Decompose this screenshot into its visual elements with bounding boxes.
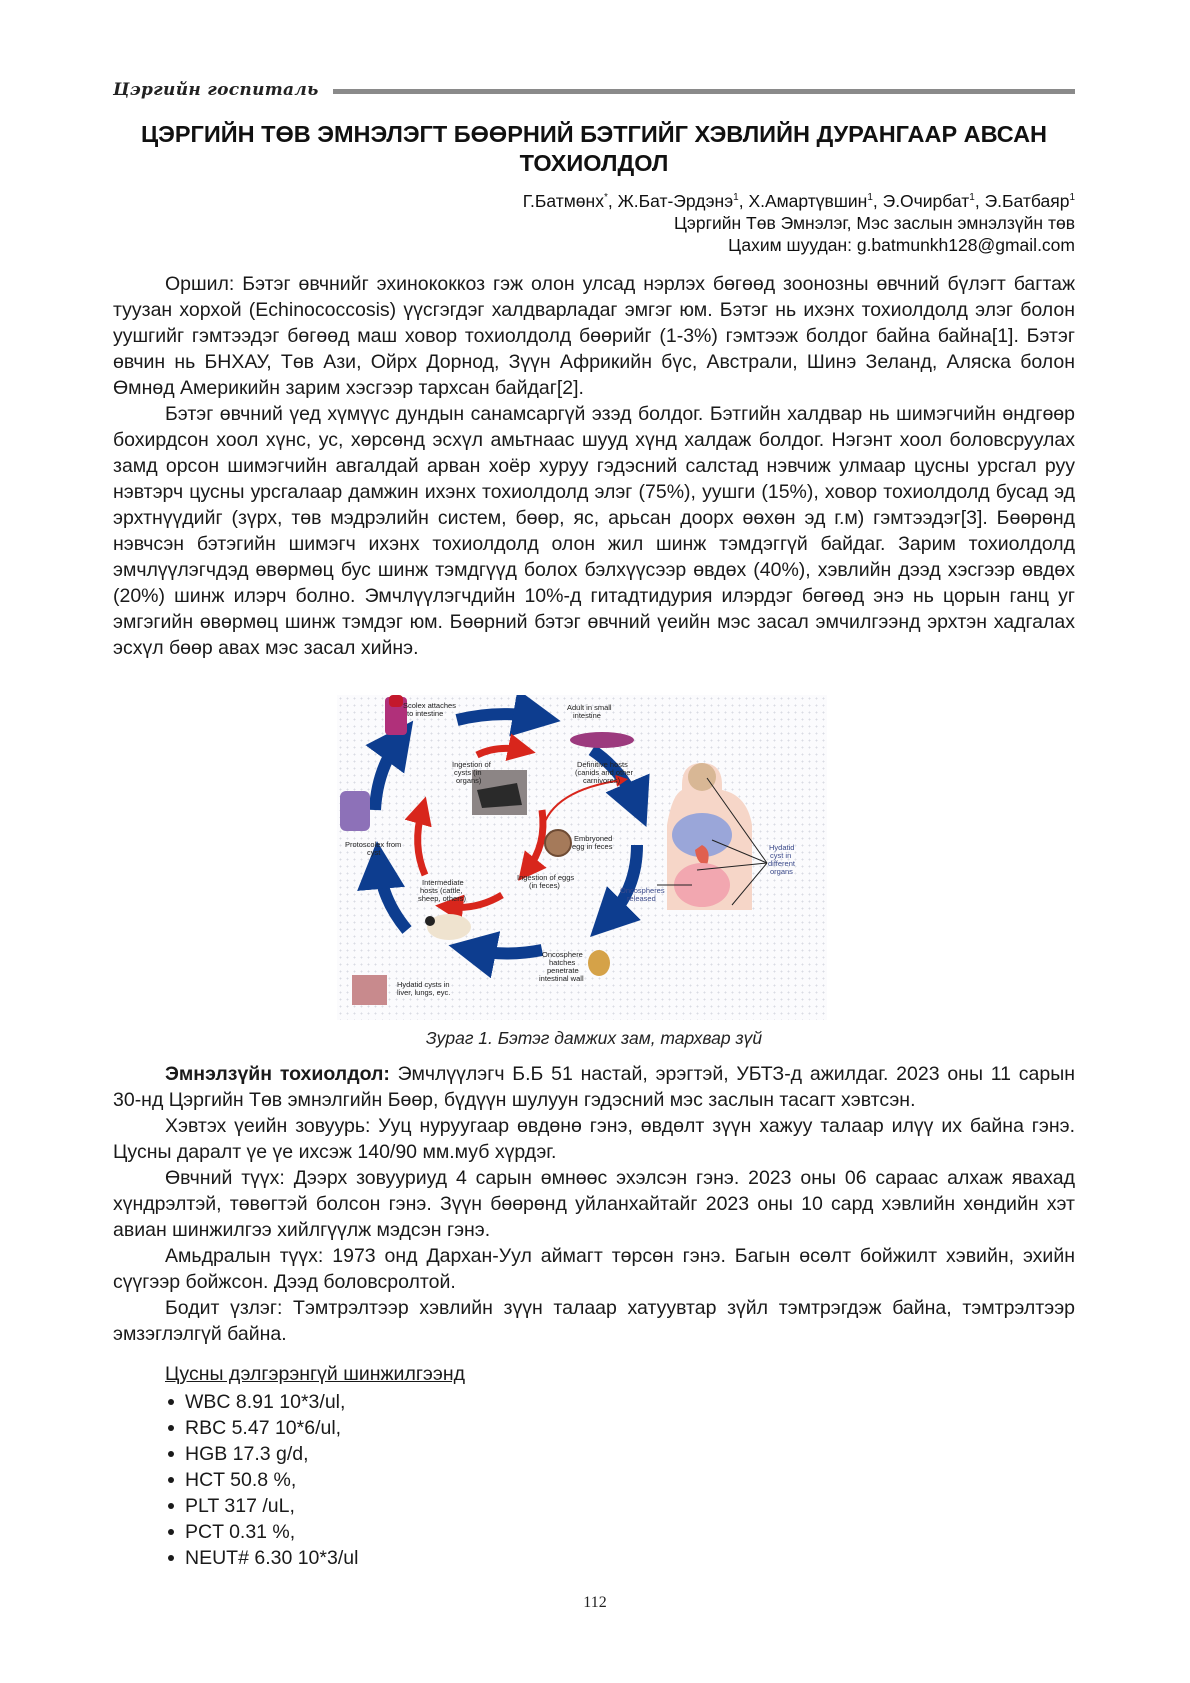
- lab-result-item: HCT 50.8 %,: [165, 1467, 358, 1493]
- article-title: ЦЭРГИЙН ТӨВ ЭМНЭЛЭГТ БӨӨРНИЙ БЭТГИЙГ ХЭВЛИЙН ДУРАНГААР АВСАН ТОХИОЛДОЛ: [140, 121, 1048, 176]
- case-lead-label: Эмнэлзүйн тохиолдол:: [165, 1063, 390, 1085]
- affiliation: Цэргийн Төв Эмнэлэг, Мэс заслын эмнэлзүйн төв: [673, 213, 1075, 233]
- lab-result-item: PLT 317 /uL,: [165, 1493, 358, 1519]
- lab-result-item: PCT 0.31 %,: [165, 1519, 358, 1545]
- author-name: Э.Батбаяр: [984, 191, 1070, 211]
- human-body-illustration: [657, 763, 767, 910]
- author-mark: 1: [1069, 192, 1075, 204]
- paragraph: Бэтэг өвчний үед хүмүүс дундын санамсаргүй эзэд болдог. Бэтгийн халдвар нь шимэгчийн өндгөөр бохирдсон хоол хүнс, ус, хөрсөнд эсхүл амьтнаас шууд хүнд халдаж болдог. Нэгэнт хоол боловсруулах замд орсон шимэгчийн авгалдай арван хоёр хуруу гэдэсний салстад нэвчиж улмаар цусны урсгал руу нэвтэрч цусны урсгалаар дамжин ихэнх тохиолдолд элэг (75%), уушги (15%), ховор тохиолдолд бусад эд эрхтнүүдийг (зүрх, төв мэдрэлийн систем, бөөр, яс, арьсан доорх өөхөн эд г.м) гэмтээдэг[3]. Бөөрөнд нэвчсэн бэтэгийн шимэгч ихэнх тохиолдолд олон жил шинж тэмдэггүй байдаг. Зарим тохиолдолд эмчлүүлэгчдэд өвөрмөц бус шинж тэмдгүүд болох бэлхүүсээр өвдөх (40%), хэвлийн дээд хэсгээр өвдөх (20%) шинж илэрч болно. Эмчлүүлэгчдийн 10%-д гитадтидурия илэрдэг бөгөөд энэ нь цорын ганц уг эмгэгийн өвөрмөц шинж тэмдэг юм. Бөөрний бэтэг өвчний үеийн мэс засал эмчилгээнд эрхтэн хадгалах эсхүл бөөр авах мэс засал хийнэ.: [113, 403, 1075, 659]
- author-block: [523, 190, 1075, 256]
- lifecycle-figure: [337, 695, 827, 1020]
- label-scolex: Scolex attaches to intestine: [403, 701, 456, 718]
- label-intermediate-hosts: Intermediate hosts (cattle, sheep, others): [418, 878, 466, 903]
- lab-results-list: [165, 1389, 358, 1571]
- label-adult: Adult in small intestine: [567, 703, 612, 720]
- header-rule: [333, 89, 1075, 94]
- paragraph: Өвчний түүх: Дээрх зовууриуд 4 сарын өмнөөс эхэлсэн гэнэ. 2023 оны 06 сараас алхаж явахад хүндрэлтэй, төвөгтэй болсон гэнэ. Зүүн бөөрөнд уйланхайтайг 2023 оны 10 сард хэвлийн хөндийн хэт авиан шинжилгээ хийлгүүлж мэдсэн гэнэ.: [113, 1167, 1075, 1241]
- paragraph: [113, 1061, 1075, 1113]
- running-head: [113, 78, 1075, 102]
- journal-name: Цэргийн госпиталь: [113, 80, 319, 100]
- label-hydatid-liver: Hydatid cysts in liver, lungs, eyc.: [397, 980, 451, 997]
- lab-result-item: HGB 17.3 g/d,: [165, 1441, 358, 1467]
- label-definitive-hosts: Definitive hosts (canids and other carnivores): [575, 760, 633, 785]
- label-ingestion-eggs: Ingestion of eggs (in feces): [517, 873, 575, 890]
- author-name: Ж.Бат-Эрдэнэ: [617, 191, 734, 211]
- paragraph: Хэвтэх үеийн зовуурь: Ууц нуруугаар өвдөнө гэнэ, өвдөлт зүүн хажуу талаар илүү их байна гэнэ. Цусны даралт үе үе ихсэж 140/90 мм.муб хүрдэг.: [113, 1115, 1075, 1163]
- label-embryoned-egg: Embryoned egg in feces: [572, 834, 613, 851]
- label-protoscolex: Protoscolex from cyst: [345, 840, 402, 857]
- paragraph: Амьдралын түүх: 1973 онд Дархан-Уул аймагт төрсөн гэнэ. Багын өсөлт бойжилт хэвийн, эхийн сүүгээр бойжсон. Дээд боловсролтой.: [113, 1245, 1075, 1293]
- lab-results-heading: Цусны дэлгэрэнгүй шинжилгээнд: [165, 1363, 465, 1385]
- author-name: Э.Очирбат: [882, 191, 970, 211]
- echinococcus-lifecycle-diagram: [337, 695, 827, 1020]
- label-oncosphere-hatches: Oncosphere hatches penetrate intestinal wall: [539, 950, 584, 983]
- page-number: 112: [583, 1594, 607, 1611]
- email-line: Цахим шуудан: g.batmunkh128@gmail.com: [728, 235, 1075, 255]
- label-oncospheres-released: Oncospheres released: [620, 886, 665, 903]
- author-list: Г.Батмөнх*, Ж.Бат-Эрдэнэ$^1$, Х.Амартүвшин$^1$, Э.Очирбат$^1$, Э.Батбаяр$^1$: [522, 191, 1075, 211]
- paragraph: Оршил: Бэтэг өвчнийг эхинококкоз гэж олон улсад нэрлэх бөгөөд зоонозны өвчний бүлэгт багтаж туузан хорхой (Echinococcosis) үүсгэгдэг халдварладаг эмгэг юм. Бэтэг нь ихэнх тохиолдолд элэг болон уушгийг гэмтээдэг бөгөөд маш ховор тохиолдолд бөөрийг (1-3%) гэмтээж болдог байна байна[1]. Бэтэг өвчин нь БНХАУ, Төв Ази, Ойрх Дорнод, Зүүн Африкийн бүс, Австрали, Шинэ Зеланд, Аляска болон Өмнөд Америкийн зарим хэсгээр тархсан байдаг[2].: [113, 273, 1075, 399]
- lab-result-item: WBC 8.91 10*3/ul,: [165, 1389, 358, 1415]
- figure-caption: Зураг 1. Бэтэг дамжих зам, тархвар зүй: [425, 1028, 763, 1048]
- author-mark: 1: [867, 192, 873, 204]
- lab-result-item: NEUT# 6.30 10*3/ul: [165, 1545, 358, 1571]
- clinical-case-section: [113, 1061, 1075, 1347]
- introduction-section: [113, 271, 1075, 661]
- case-lead-text: Эмчлүүлэгч Б.Б 51 настай, эрэгтэй, УБТЗ-д ажилдаг. 2023 оны 11 сарын 30-нд Цэргийн Төв эмнэлгийн Бөөр, бүдүүн шулуун гэдэсний мэс заслын тасагт хэвтсэн.: [113, 1063, 1075, 1111]
- author-name: Х.Амартүвшин: [748, 191, 868, 211]
- label-ingestion-cysts: Ingestion of cysts (in organs): [452, 760, 491, 785]
- lab-result-item: RBC 5.47 10*6/ul,: [165, 1415, 358, 1441]
- label-hydatid-organs: Hydatid cyst in different organs: [768, 843, 795, 876]
- author-mark: 1: [733, 192, 739, 204]
- author-name: Г.Батмөнх: [522, 191, 604, 211]
- author-mark: 1: [969, 192, 975, 204]
- author-mark: *: [603, 192, 608, 204]
- paragraph: Бодит үзлэг: Тэмтрэлтээр хэвлийн зүүн талаар хатуувтар зүйл тэмтрэгдэж байна, тэмтрэлтээр эмзэглэлгүй байна.: [113, 1297, 1075, 1345]
